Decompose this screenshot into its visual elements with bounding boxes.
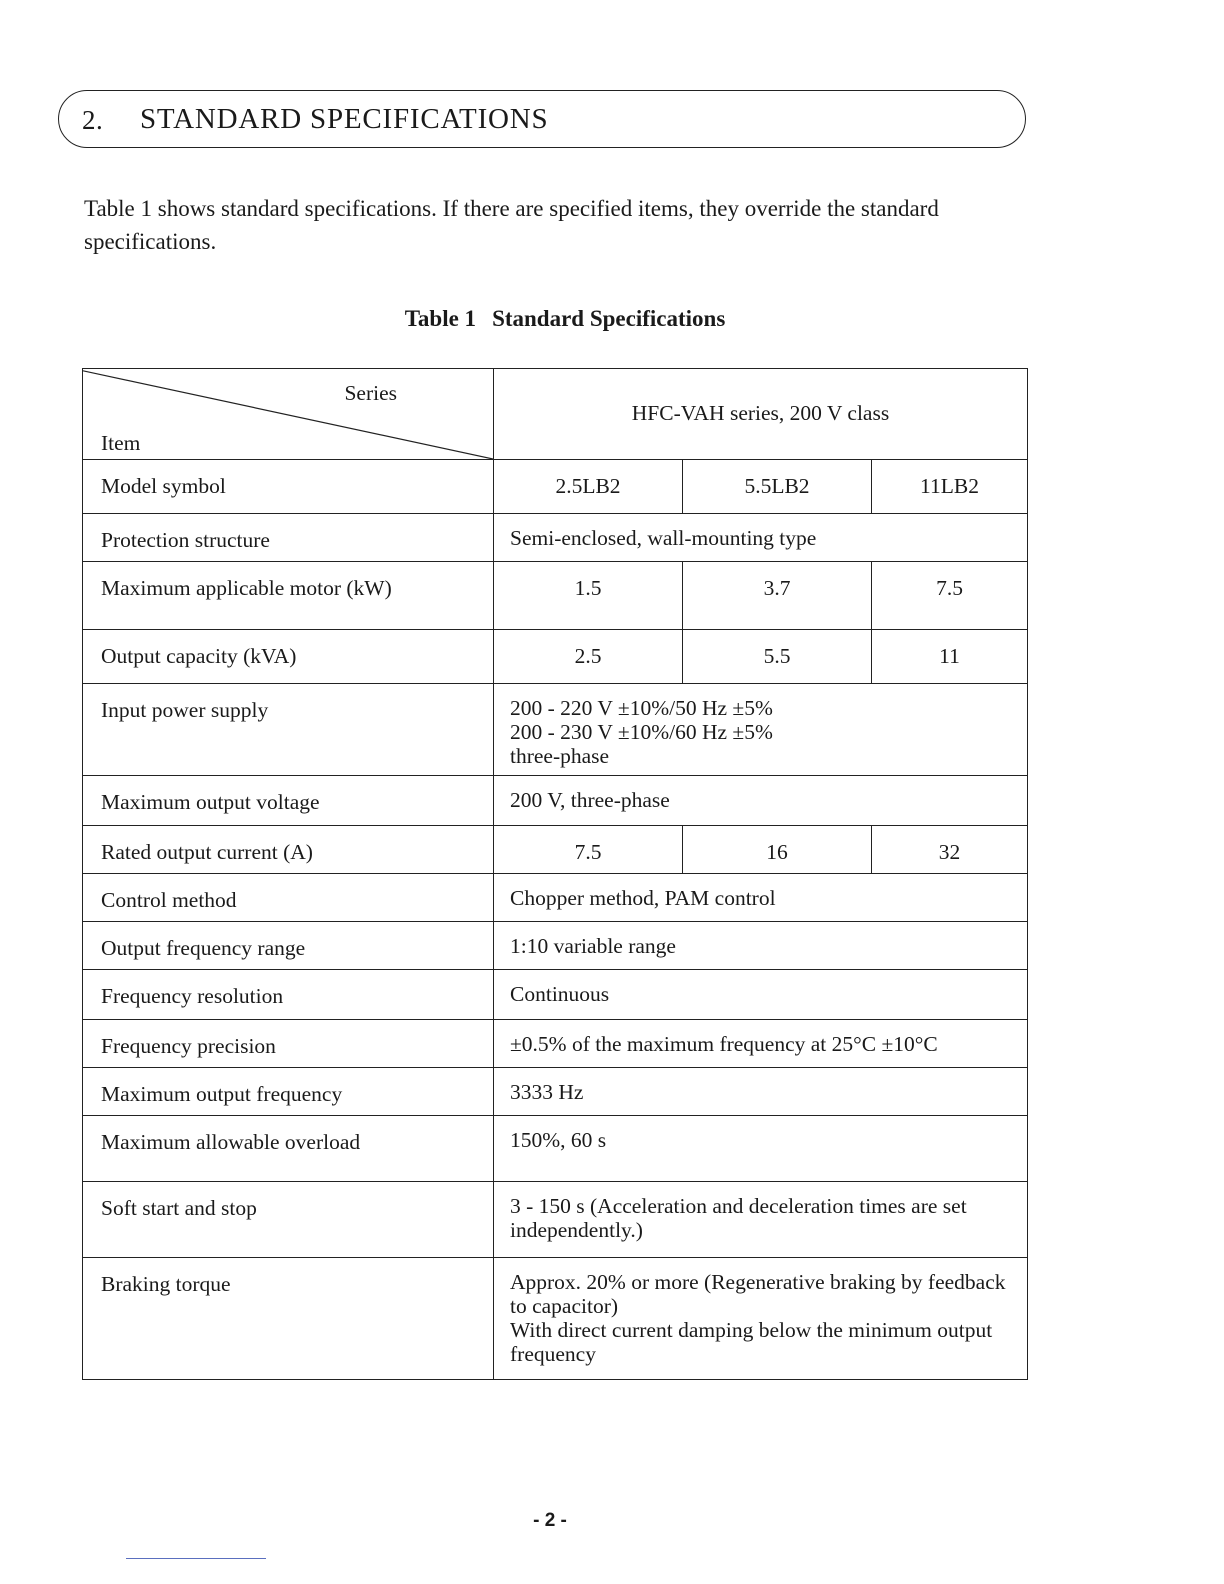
- table-row: [83, 562, 1028, 630]
- spec-item-cell: Output frequency range: [83, 922, 494, 970]
- spec-table: [82, 368, 1028, 1380]
- header-item-label: Item: [101, 431, 141, 455]
- spec-value-cell: 2.5: [494, 630, 683, 684]
- spec-value-cell: 5.5LB2: [683, 460, 872, 514]
- table-caption-title: Standard Specifications: [492, 306, 726, 331]
- table-row: [83, 1020, 1028, 1068]
- header-diagonal-line: [83, 369, 493, 459]
- table-row: [83, 630, 1028, 684]
- spec-item-cell: Protection structure: [83, 514, 494, 562]
- spec-item-cell: Rated output current (A): [83, 826, 494, 874]
- table-row: [83, 514, 1028, 562]
- spec-item-cell: Control method: [83, 874, 494, 922]
- header-series-label: Series: [344, 381, 397, 405]
- section-title: STANDARD SPECIFICATIONS: [140, 103, 549, 135]
- spec-value-cell: 200 V, three-phase: [494, 776, 1028, 826]
- spec-value-cell: 7.5: [872, 562, 1028, 630]
- table-row: [83, 460, 1028, 514]
- spec-item-cell: Maximum allowable overload: [83, 1116, 494, 1182]
- header-corner-cell: [83, 369, 494, 460]
- spec-value-cell: 150%, 60 s: [494, 1116, 1028, 1182]
- spec-value-cell: 11: [872, 630, 1028, 684]
- footer-rule: [126, 1558, 266, 1559]
- spec-value-cell: Chopper method, PAM control: [494, 874, 1028, 922]
- spec-value-cell: ±0.5% of the maximum frequency at 25°C ±10°C: [494, 1020, 1028, 1068]
- spec-value-cell: 5.5: [683, 630, 872, 684]
- table-row: [83, 826, 1028, 874]
- spec-value-cell: 32: [872, 826, 1028, 874]
- spec-value-cell: 200 - 220 V ±10%/50 Hz ±5% 200 - 230 V ±10%/60 Hz ±5% three-phase: [494, 684, 1028, 776]
- table-caption-label: Table 1: [404, 306, 477, 331]
- spec-value-cell: Semi-enclosed, wall-mounting type: [494, 514, 1028, 562]
- spec-item-cell: Input power supply: [83, 684, 494, 776]
- spec-item-cell: Output capacity (kVA): [83, 630, 494, 684]
- spec-value-cell: 3333 Hz: [494, 1068, 1028, 1116]
- section-number: 2.: [82, 105, 104, 135]
- spec-item-cell: Braking torque: [83, 1258, 494, 1380]
- table-row: [83, 1068, 1028, 1116]
- header-series-value: HFC-VAH series, 200 V class: [494, 369, 1028, 460]
- spec-item-cell: Maximum output frequency: [83, 1068, 494, 1116]
- table-caption: [0, 306, 1130, 332]
- spec-value-cell: 2.5LB2: [494, 460, 683, 514]
- table-row: [83, 1258, 1028, 1380]
- spec-value-cell: Continuous: [494, 970, 1028, 1020]
- spec-table-body: [83, 369, 1028, 1380]
- spec-item-cell: Soft start and stop: [83, 1182, 494, 1258]
- table-row: [83, 922, 1028, 970]
- table-row: [83, 776, 1028, 826]
- table-row: [83, 1116, 1028, 1182]
- table-row: [83, 1182, 1028, 1258]
- spec-value-cell: 3 - 150 s (Acceleration and deceleration times are set independently.): [494, 1182, 1028, 1258]
- table-header-row: [83, 369, 1028, 460]
- table-row: [83, 684, 1028, 776]
- page-number: - 2 -: [533, 1510, 567, 1531]
- spec-value-cell: Approx. 20% or more (Regenerative braking by feedback to capacitor) With direct current damping below the minimum output frequency: [494, 1258, 1028, 1380]
- spec-value-cell: 7.5: [494, 826, 683, 874]
- spec-item-cell: Frequency resolution: [83, 970, 494, 1020]
- intro-paragraph: Table 1 shows standard specifications. If there are specified items, they override the standard specifications.: [84, 196, 939, 254]
- spec-item-cell: Frequency precision: [83, 1020, 494, 1068]
- spec-item-cell: Model symbol: [83, 460, 494, 514]
- spec-item-cell: Maximum output voltage: [83, 776, 494, 826]
- spec-value-cell: 1:10 variable range: [494, 922, 1028, 970]
- spec-value-cell: 11LB2: [872, 460, 1028, 514]
- spec-value-cell: 3.7: [683, 562, 872, 630]
- table-row: [83, 874, 1028, 922]
- table-row: [83, 970, 1028, 1020]
- spec-value-cell: 1.5: [494, 562, 683, 630]
- spec-item-cell: Maximum applicable motor (kW): [83, 562, 494, 630]
- spec-value-cell: 16: [683, 826, 872, 874]
